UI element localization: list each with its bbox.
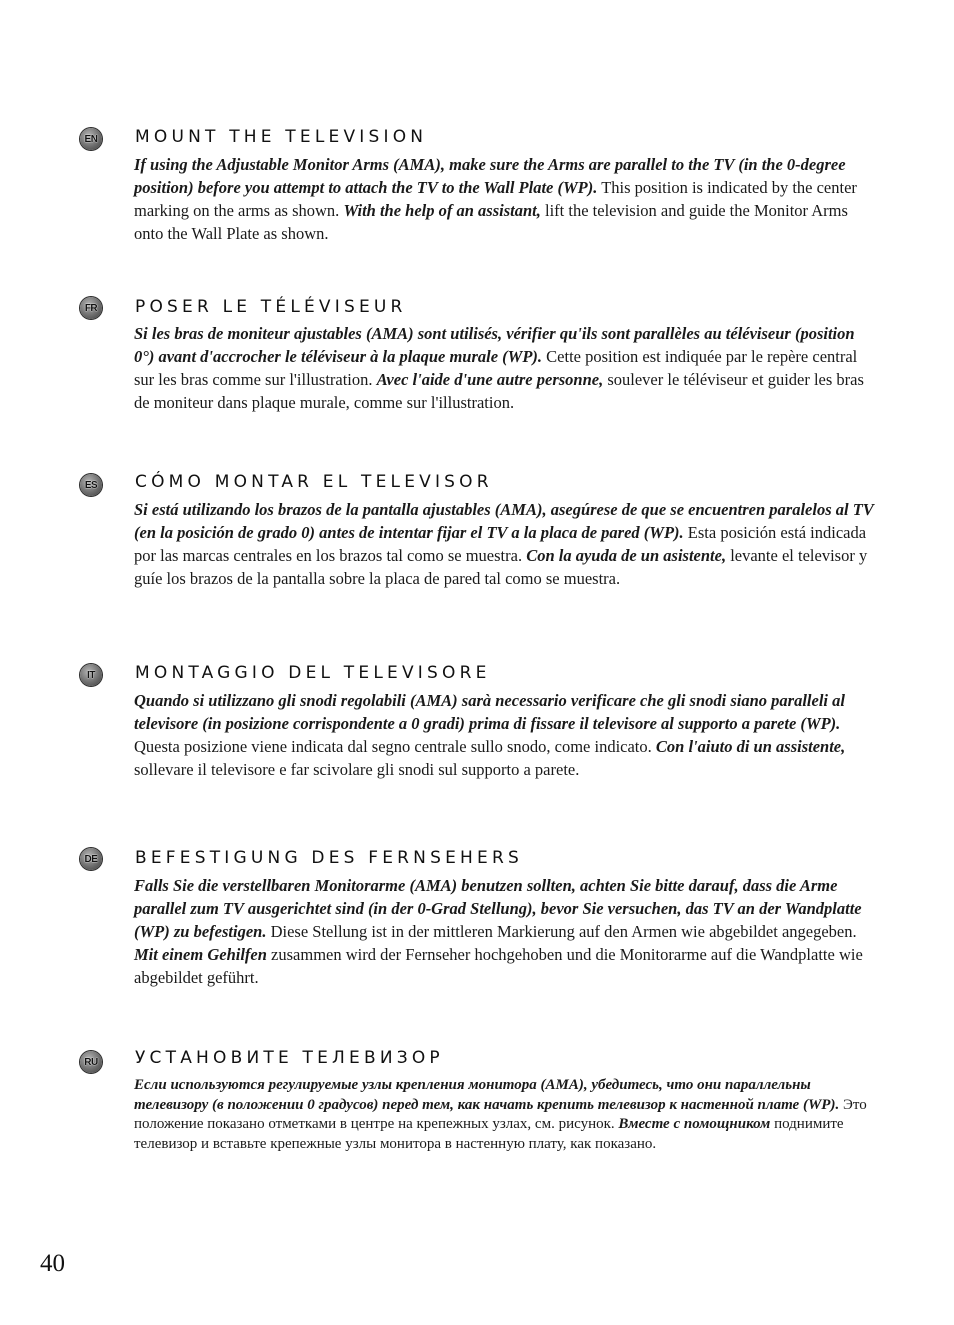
language-code: DE bbox=[84, 853, 98, 865]
section-body bbox=[134, 322, 874, 414]
instruction-text: lift the television and guide the Monitor Arms onto the Wall Plate as shown. bbox=[134, 201, 848, 243]
instruction-text: This position is indicated by the center marking on the arms as shown. bbox=[134, 178, 857, 220]
language-code: ES bbox=[84, 479, 98, 491]
instruction-text: sollevare il televisore e far scivolare gli snodi sul supporto a parete. bbox=[134, 760, 580, 779]
language-code: RU bbox=[84, 1056, 98, 1068]
section-heading: MONTAGGIO DEL TELEVISORE bbox=[135, 663, 491, 683]
instruction-text: поднимите телевизор и вставьте крепежные узлы монитора в настенную плату, как показано. bbox=[134, 1116, 844, 1152]
language-badge-de bbox=[80, 848, 102, 870]
assistant-emphasis: Вместе с помощником bbox=[618, 1116, 771, 1132]
section-heading: BEFESTIGUNG DES FERNSEHERS bbox=[135, 848, 523, 868]
language-badge-it bbox=[80, 664, 102, 686]
page-number: 40 bbox=[40, 1250, 65, 1277]
assistant-emphasis: Avec l'aide d'une autre personne, bbox=[376, 370, 604, 389]
section-heading: MOUNT THE TELEVISION bbox=[135, 127, 428, 147]
section-body bbox=[134, 498, 874, 590]
assistant-emphasis: Mit einem Gehilfen bbox=[134, 945, 267, 964]
language-code: IT bbox=[87, 669, 95, 681]
instruction-text: Diese Stellung ist in der mittleren Markierung auf den Armen wie abgebildet angegeben. bbox=[266, 922, 857, 941]
language-code: FR bbox=[84, 302, 98, 314]
instruction-emphasis: Si les bras de moniteur ajustables (AMA) sont utilisés, vérifier qu'ils sont parallèles au téléviseur (position 0°) avant d'accrocher le téléviseur à la plaque murale (WP). bbox=[134, 324, 855, 366]
section-body bbox=[134, 153, 874, 245]
instruction-text: soulever le téléviseur et guider les bras de moniteur dans plaque murale, comme sur l'illustration. bbox=[134, 370, 864, 412]
assistant-emphasis: Con la ayuda de un asistente, bbox=[526, 546, 727, 565]
instruction-text: Cette position est indiquée par le repère central sur les bras comme sur l'illustration. bbox=[134, 347, 858, 389]
section-heading: УСТАНОВИТЕ ТЕЛЕВИЗОР bbox=[135, 1048, 444, 1068]
assistant-emphasis: With the help of an assistant, bbox=[343, 201, 541, 220]
language-badge-es bbox=[80, 474, 102, 496]
section-body bbox=[134, 874, 874, 989]
language-badge-fr bbox=[80, 297, 102, 319]
instruction-emphasis: Si está utilizando los brazos de la pantalla ajustables (AMA), asegúrese de que se encuentren paralelos al TV (en la posición de grado 0) antes de intentar fijar el TV a la placa de pared (WP). bbox=[134, 500, 874, 542]
instruction-text: Questa posizione viene indicata dal segno centrale sullo snodo, come indicato. bbox=[134, 737, 656, 756]
language-badge-en bbox=[80, 128, 102, 150]
instruction-text: levante el televisor y guíe los brazos de la pantalla sobre la placa de pared tal como se muestra. bbox=[134, 546, 868, 588]
language-badge-ru bbox=[80, 1051, 102, 1073]
language-code: EN bbox=[84, 133, 98, 145]
instruction-emphasis: If using the Adjustable Monitor Arms (AMA), make sure the Arms are parallel to the TV (in the 0-degree position) before you attempt to attach the TV to the Wall Plate (WP). bbox=[134, 155, 846, 197]
section-heading: POSER LE TÉLÉVISEUR bbox=[135, 297, 407, 317]
section-body bbox=[134, 1076, 874, 1154]
instruction-emphasis: Falls Sie die verstellbaren Monitorarme (AMA) benutzen sollten, achten Sie bitte darauf, dass die Arme parallel zum TV ausgerichtet sind (in der 0-Grad Stellung), bevor Sie versuchen, das TV an der Wandplatte (WP) zu befestigen. bbox=[134, 876, 862, 941]
instruction-emphasis: Если используются регулируемые узлы крепления монитора (AMA), убедитесь, что они параллельны телевизору (в положении 0 градусов) перед тем, как начать крепить телевизор к настенной плате (WP). bbox=[134, 1077, 840, 1113]
instruction-text: Esta posición está indicada por las marcas centrales en los brazos tal como se muestra. bbox=[134, 523, 867, 565]
instruction-text: zusammen wird der Fernseher hochgehoben und die Monitorarme auf die Wandplatte wie abgebildet geführt. bbox=[134, 945, 863, 987]
section-body bbox=[134, 689, 874, 781]
section-heading: CÓMO MONTAR EL TELEVISOR bbox=[135, 472, 493, 492]
instruction-emphasis: Quando si utilizzano gli snodi regolabili (AMA) sarà necessario verificare che gli snodi siano paralleli al televisore (in posizione corrispondente a 0 gradi) prima di fissare il televisore al supporto a parete (WP). bbox=[134, 691, 845, 733]
instruction-text: Это положение показано отметками в центре на крепежных узлах, см. рисунок. bbox=[134, 1096, 867, 1132]
assistant-emphasis: Con l'aiuto di un assistente, bbox=[655, 737, 846, 756]
